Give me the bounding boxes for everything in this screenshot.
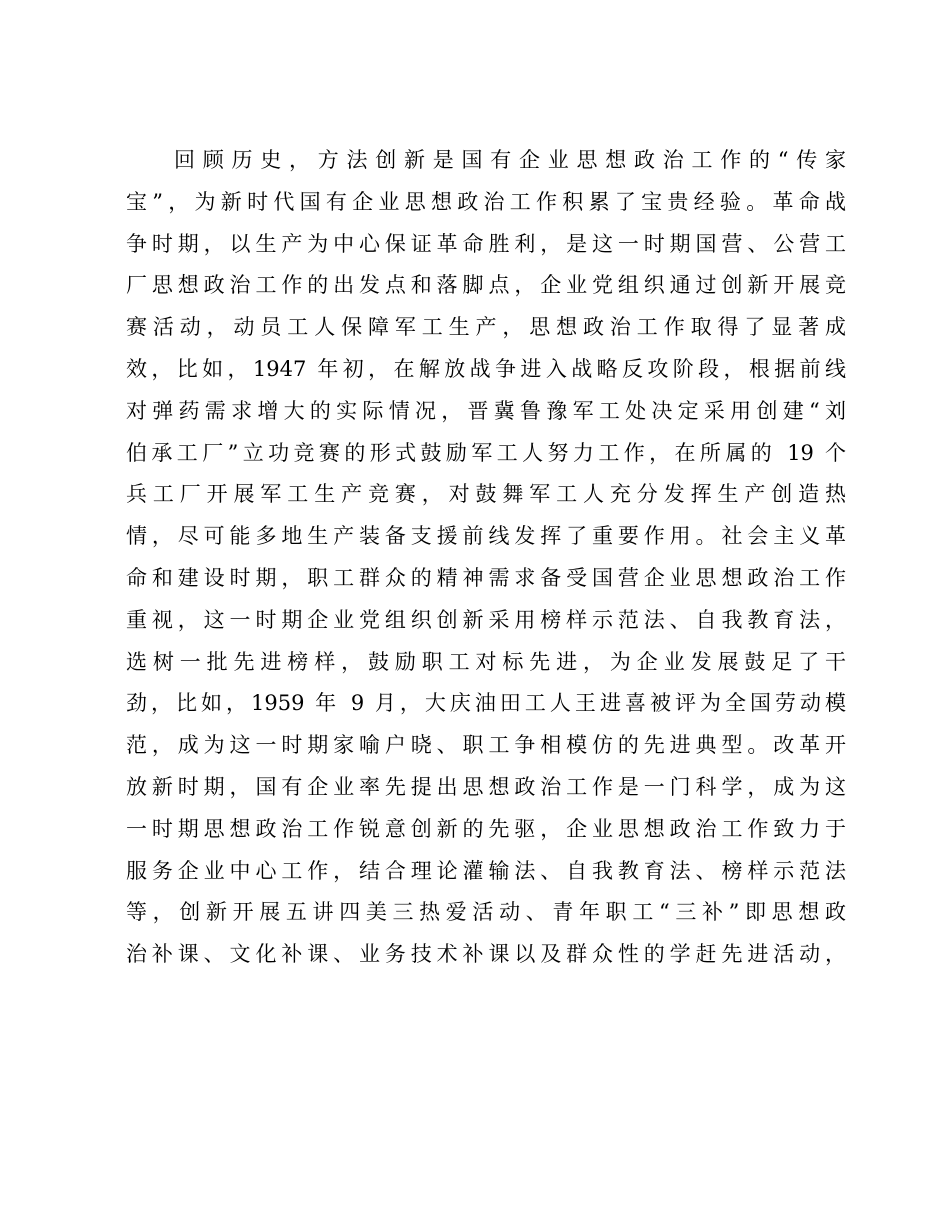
paragraph-line: 厂思想政治工作的出发点和落脚点，企业党组织通过创新开展竞: [126, 273, 846, 298]
paragraph-line: 重视，这一时期企业党组织创新采用榜样示范法、自我教育法，: [126, 607, 846, 632]
paragraph-line: 一时期思想政治工作锐意创新的先驱，企业思想政治工作致力于: [126, 816, 846, 841]
paragraph-line: 治补课、文化补课、业务技术补课以及群众性的学赶先进活动，: [126, 942, 846, 967]
paragraph-line: 对弹药需求增大的实际情况，晋冀鲁豫军工处决定采用创建“刘: [126, 398, 846, 423]
paragraph-line: 宝”，为新时代国有企业思想政治工作积累了宝贵经验。革命战: [126, 189, 846, 214]
paragraph-line: 服务企业中心工作，结合理论灌输法、自我教育法、榜样示范法: [126, 858, 846, 883]
paragraph-line: 赛活动，动员工人保障军工生产，思想政治工作取得了显著成: [126, 315, 846, 340]
paragraph-line: 情，尽可能多地生产装备支援前线发挥了重要作用。社会主义革: [126, 524, 846, 549]
paragraph-line: 命和建设时期，职工群众的精神需求备受国营企业思想政治工作: [126, 565, 846, 590]
paragraph-line: 劲，比如，1959 年 9 月，大庆油田工人王进喜被评为全国劳动模: [126, 691, 846, 716]
paragraph-line: 伯承工厂”立功竞赛的形式鼓励军工人努力工作，在所属的 19 个: [126, 440, 846, 465]
paragraph-line: 兵工厂开展军工生产竞赛，对鼓舞军工人充分发挥生产创造热: [126, 482, 846, 507]
paragraph-line: 选树一批先进榜样，鼓励职工对标先进，为企业发展鼓足了干: [126, 649, 846, 674]
paragraph-line: 等，创新开展五讲四美三热爱活动、青年职工“三补”即思想政: [126, 900, 846, 925]
paragraph-line: 争时期，以生产为中心保证革命胜利，是这一时期国营、公营工: [126, 231, 846, 256]
body-paragraph: [126, 140, 846, 976]
paragraph-line: 范，成为这一时期家喻户晓、职工争相模仿的先进典型。改革开: [126, 733, 846, 758]
paragraph-line: 回顾历史，方法创新是国有企业思想政治工作的“传家: [174, 148, 846, 172]
paragraph-line: 放新时期，国有企业率先提出思想政治工作是一门科学，成为这: [126, 774, 846, 799]
paragraph-line: 效，比如，1947 年初，在解放战争进入战略反攻阶段，根据前线: [126, 356, 846, 381]
